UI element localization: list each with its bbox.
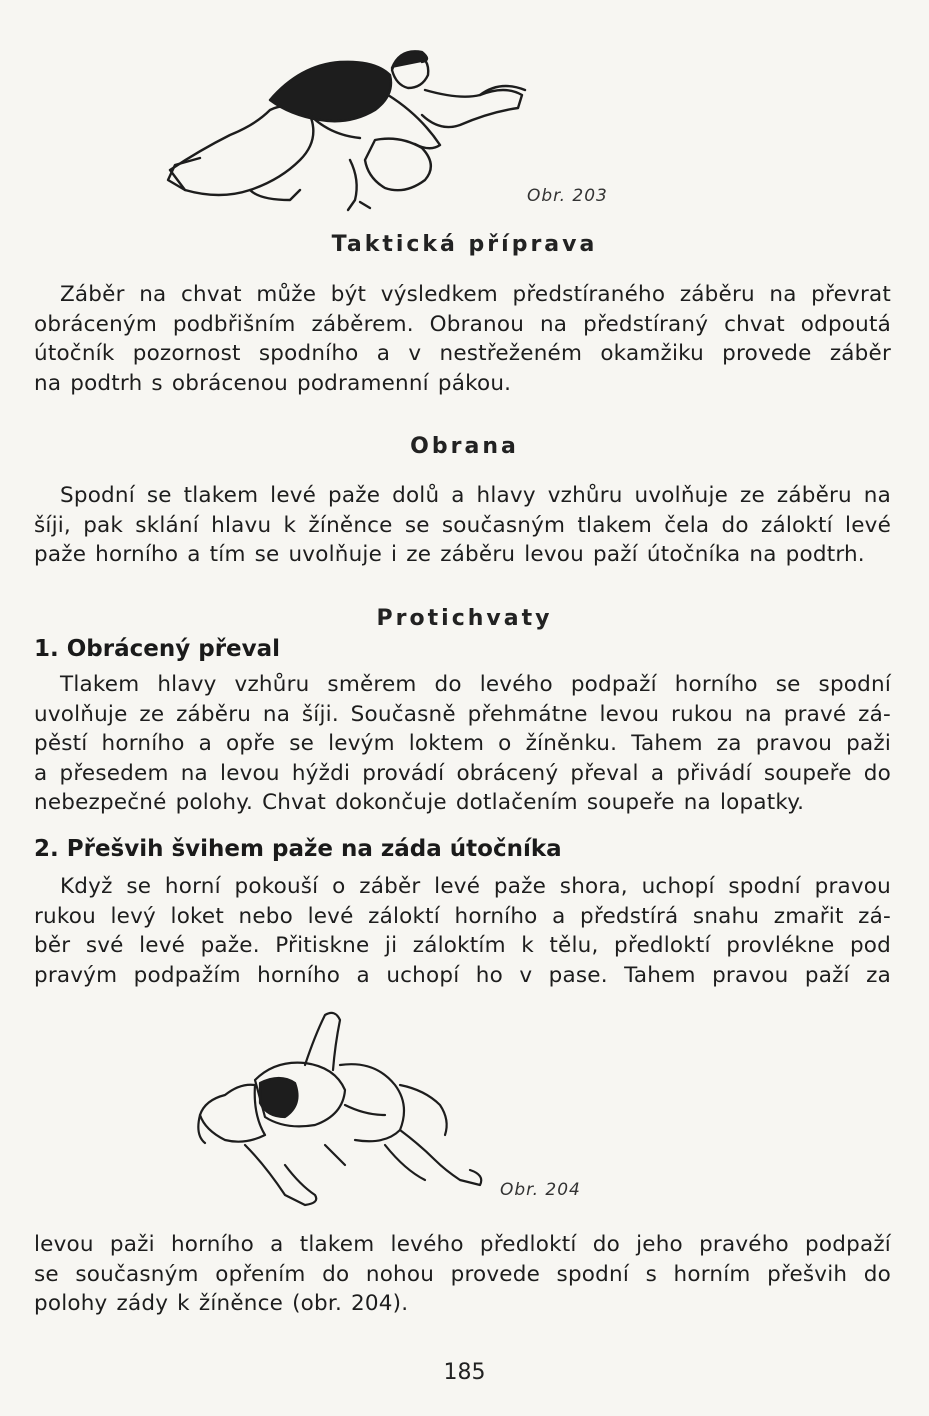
counter-hold-2-paragraph: [34, 872, 891, 990]
text-line: Spodní se tlakem levé paže dolů a hlavy vzhůru uvolňuje ze záběru na: [60, 483, 891, 508]
text-line: a přesedem na levou hýždi provádí obrácený převal a přivádí soupeře do: [34, 760, 891, 786]
text-line: běr své levé paže. Přitiskne ji záloktím k tělu, předloktí provlékne pod: [34, 933, 891, 958]
text-line: obráceným podbřišním záběrem. Obranou na předstíraný chvat odpoutá: [34, 311, 891, 337]
text-line: na podtrh s obrácenou podramenní pákou.: [34, 370, 512, 396]
text-line: Když se horní pokouší o záběr levé paže shora, uchopí spodní pravou: [60, 874, 891, 899]
text-line: se současným opřením do nohou provede spodní s horním přešvih do: [34, 1261, 891, 1287]
figure-204-caption: Obr. 204: [500, 1180, 581, 1200]
text-line: paže horního a tím se uvolňuje i ze záběru levou paží útočníka na podtrh.: [34, 542, 865, 567]
counter-hold-1-title: 1. Obrácený převal: [34, 636, 281, 662]
continuation-paragraph: [34, 1230, 891, 1319]
text-line: polohy zády k žíněnce (obr. 204).: [34, 1291, 409, 1316]
text-line: nebezpečné polohy. Chvat dokončuje dotlačením soupeře na lopatky.: [34, 790, 805, 815]
section-heading-counter-holds: Protichvaty: [376, 606, 553, 631]
text-line: šíji, pak sklání hlavu k žíněnce se současným tlakem čela do záloktí levé: [34, 512, 891, 538]
page-number: 185: [443, 1360, 486, 1385]
counter-hold-1-paragraph: [34, 670, 891, 818]
defense-paragraph: [34, 481, 891, 570]
text-line: uvolňuje ze záběru na šíji. Současně přehmátne levou rukou na pravé zá-: [34, 701, 891, 727]
tactical-prep-paragraph: [34, 280, 891, 398]
text-line: Záběr na chvat může být výsledkem předstíraného záběru na převrat: [60, 282, 891, 307]
text-line: pěstí horního a opře se levým loktem o žíněnku. Tahem za pravou paži: [34, 731, 891, 756]
section-heading-defense: Obrana: [410, 434, 519, 459]
counter-hold-2-title: 2. Přešvih švihem paže na záda útočníka: [34, 836, 562, 862]
figure-203-caption: Obr. 203: [527, 186, 608, 206]
text-line: Tlakem hlavy vzhůru směrem do levého podpaží horního se spodní: [60, 672, 891, 697]
figure-203-illustration: [160, 40, 540, 215]
text-line: rukou levý loket nebo levé záloktí horního a předstírá snahu zmařit zá-: [34, 903, 891, 929]
text-line: pravým podpažím horního a uchopí ho v pase. Tahem pravou paží za: [34, 962, 891, 988]
section-heading-tactical-prep: Taktická příprava: [331, 232, 598, 257]
text-line: levou paži horního a tlakem levého předloktí do jeho pravého podpaží: [34, 1232, 891, 1257]
text-line: útočník pozornost spodního a v nestřeženém okamžiku provede záběr: [34, 341, 891, 366]
figure-204-illustration: [185, 1005, 495, 1210]
